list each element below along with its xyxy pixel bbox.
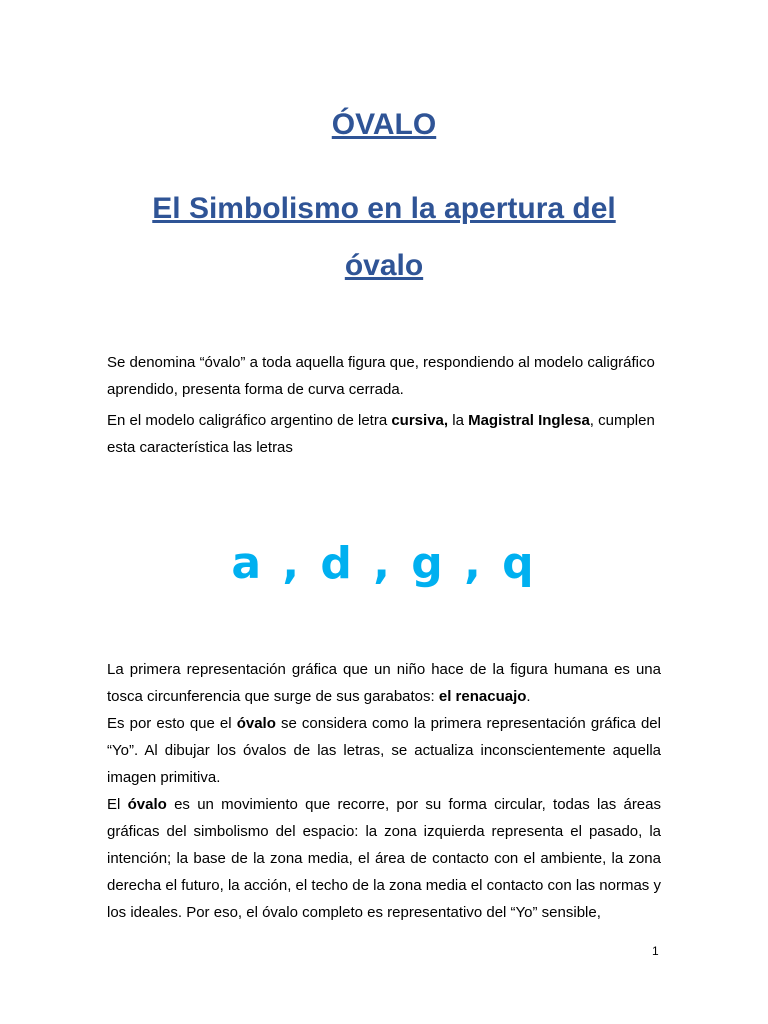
- body-paragraph-3: [107, 791, 661, 926]
- subtitle-line-1: El Simbolismo en la apertura del: [152, 192, 616, 225]
- text-run: se considera como la primera representación gráfica del “Yo”. Al dibujar los óvalos de las letras, se actualiza inconscientemente aquella imagen primitiva.: [107, 715, 661, 786]
- body-section: [107, 656, 661, 926]
- text-run: La primera representación gráfica que un niño hace de la figura humana es una tosca circunferencia que surge de sus garabatos:: [107, 661, 661, 705]
- body-paragraph-2: [107, 710, 661, 791]
- bold-magistral-inglesa: Magistral Inglesa: [468, 412, 590, 429]
- bold-cursiva: cursiva,: [391, 412, 449, 429]
- document-subtitle: [0, 180, 768, 294]
- intro-section: [107, 349, 661, 461]
- oval-letters: a , d , g , q: [231, 538, 537, 589]
- text-run: la: [448, 412, 469, 429]
- subtitle-line-2: óvalo: [344, 249, 424, 282]
- text-run: , cumplen esta característica las letras: [107, 412, 655, 456]
- document-title: ÓVALO: [331, 108, 437, 141]
- intro-paragraph-1: Se denomina “óvalo” a toda aquella figura que, respondiendo al modelo caligráfico aprendido, presenta forma de curva cerrada.: [107, 354, 655, 398]
- text-run: es un movimiento que recorre, por su forma circular, todas las áreas gráficas del simbolismo del espacio: la zona izquierda representa el pasado, la intención; la base de la zona media, el área de contacto con el ambiente, la zona derecha el futuro, la acción, el techo de la zona media el contacto con las normas y los ideales. Por eso, el óvalo completo es representativo del “Yo” sensible,: [107, 796, 661, 921]
- bold-ovalo: óvalo: [127, 796, 167, 813]
- text-run: El: [107, 796, 128, 813]
- body-paragraph-1: [107, 656, 661, 710]
- page-number: 1: [652, 944, 659, 958]
- bold-ovalo: óvalo: [236, 715, 276, 732]
- intro-paragraph-2: [107, 407, 661, 461]
- bold-el-renacuajo: el renacuajo: [438, 688, 527, 705]
- text-run: .: [526, 688, 531, 705]
- text-run: Es por esto que el: [107, 715, 237, 732]
- text-run: En el modelo caligráfico argentino de letra: [107, 412, 392, 429]
